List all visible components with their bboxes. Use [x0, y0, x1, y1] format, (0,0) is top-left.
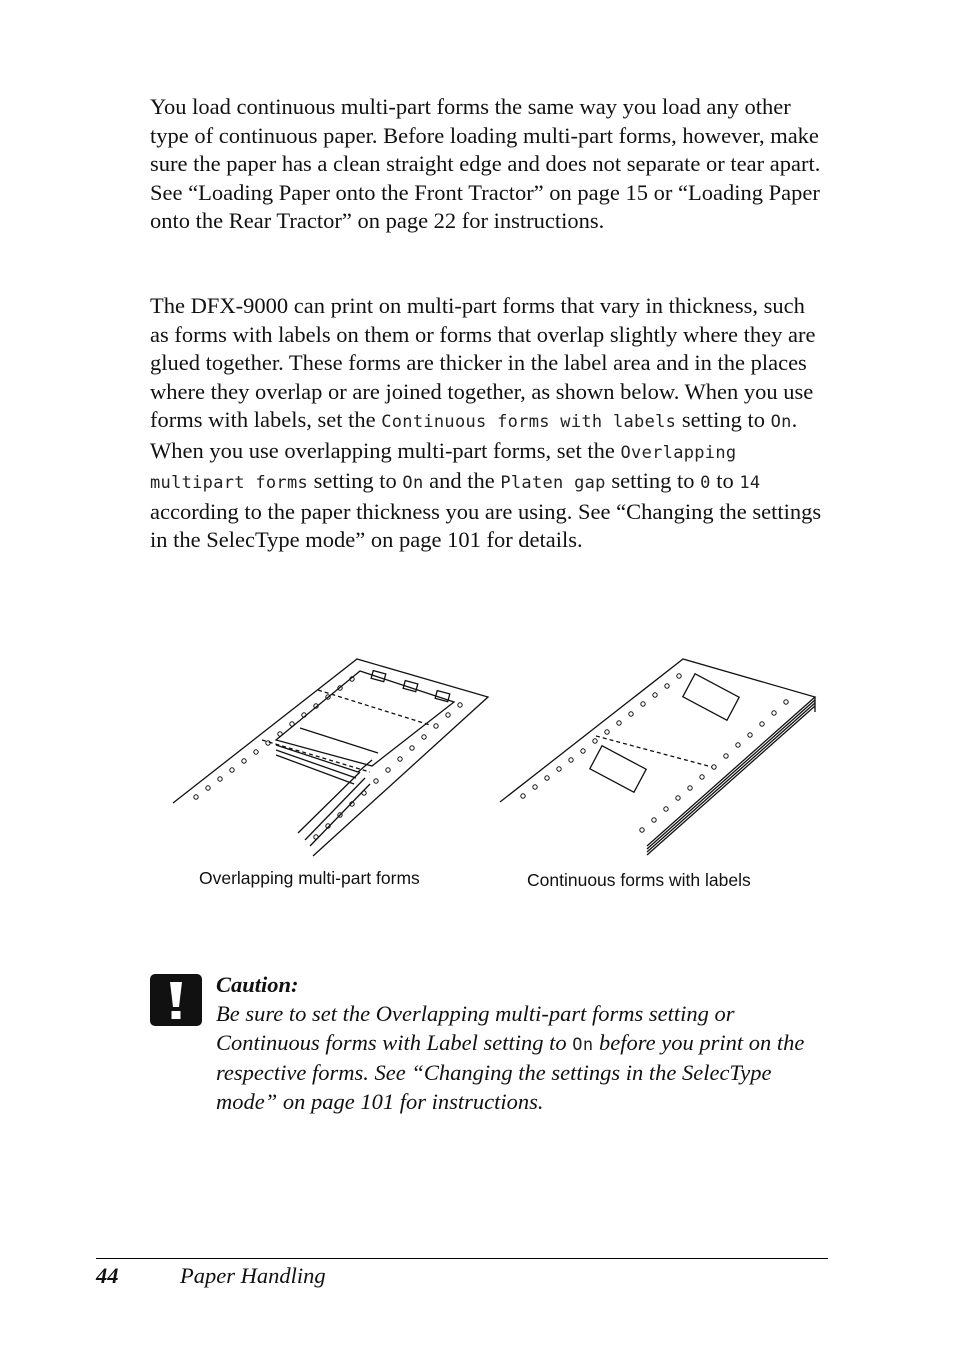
setting-value-on: On — [572, 1034, 594, 1055]
thickness-paragraph — [150, 292, 826, 555]
caption-forms-with-labels: Continuous forms with labels — [527, 870, 751, 890]
setting-name-labels: Continuous forms with labels — [381, 412, 677, 432]
setting-value-min: 0 — [700, 473, 711, 493]
overlapping-forms-drawing — [173, 659, 488, 856]
footer-divider — [96, 1258, 828, 1259]
text: setting to — [676, 407, 771, 432]
text: according to the paper thickness you are using. See “Changing the settings in the SelecType mode” on page 101 for details. — [150, 498, 822, 552]
setting-value-on: On — [770, 412, 792, 432]
text: to — [710, 468, 740, 493]
text: . When you use overlapping multi-part forms, set the — [150, 407, 798, 463]
caution-icon — [150, 974, 202, 1026]
page-number: 44 — [96, 1263, 119, 1288]
caution-text — [216, 1000, 828, 1116]
setting-value-on: On — [402, 473, 424, 493]
setting-name-platen-gap: Platen gap — [500, 473, 606, 493]
caption-overlapping-forms: Overlapping multi-part forms — [199, 868, 420, 888]
text: setting to — [308, 468, 403, 493]
text: setting to — [605, 468, 701, 493]
labeled-forms-drawing — [500, 659, 815, 855]
intro-paragraph: You load continuous multi-part forms the same way you load any other type of continuous paper. Before loading multi-part forms, however, make sure the paper has a clean straight edge and does not separate or tear apart. See “Loading Paper onto the Front Tractor” on page 15 or “Loading Paper onto the Rear Tractor” on page 22 for instructions. — [150, 94, 821, 233]
setting-value-max: 14 — [739, 473, 761, 493]
caution-title: Caution: — [216, 972, 299, 997]
setting-name-overlap: Overlapping multipart forms — [150, 442, 737, 493]
text: The DFX-9000 can print on multi-part forms that vary in thickness, such as forms with labels on them or forms that overlap slightly where they are glued together. These forms are thicker in the label area and in the places where they overlap or are joined together, as shown below. When you use forms with labels, set the — [150, 293, 816, 432]
text: before you print on the respective forms. See “Changing the settings in the SelecType mode” on page 101 for instructions. — [216, 1029, 805, 1114]
text: Be sure to set the Overlapping multi-part forms setting or Continuous forms with Label setting to — [216, 1001, 735, 1055]
section-title: Paper Handling — [180, 1263, 326, 1288]
text: and the — [423, 468, 501, 493]
